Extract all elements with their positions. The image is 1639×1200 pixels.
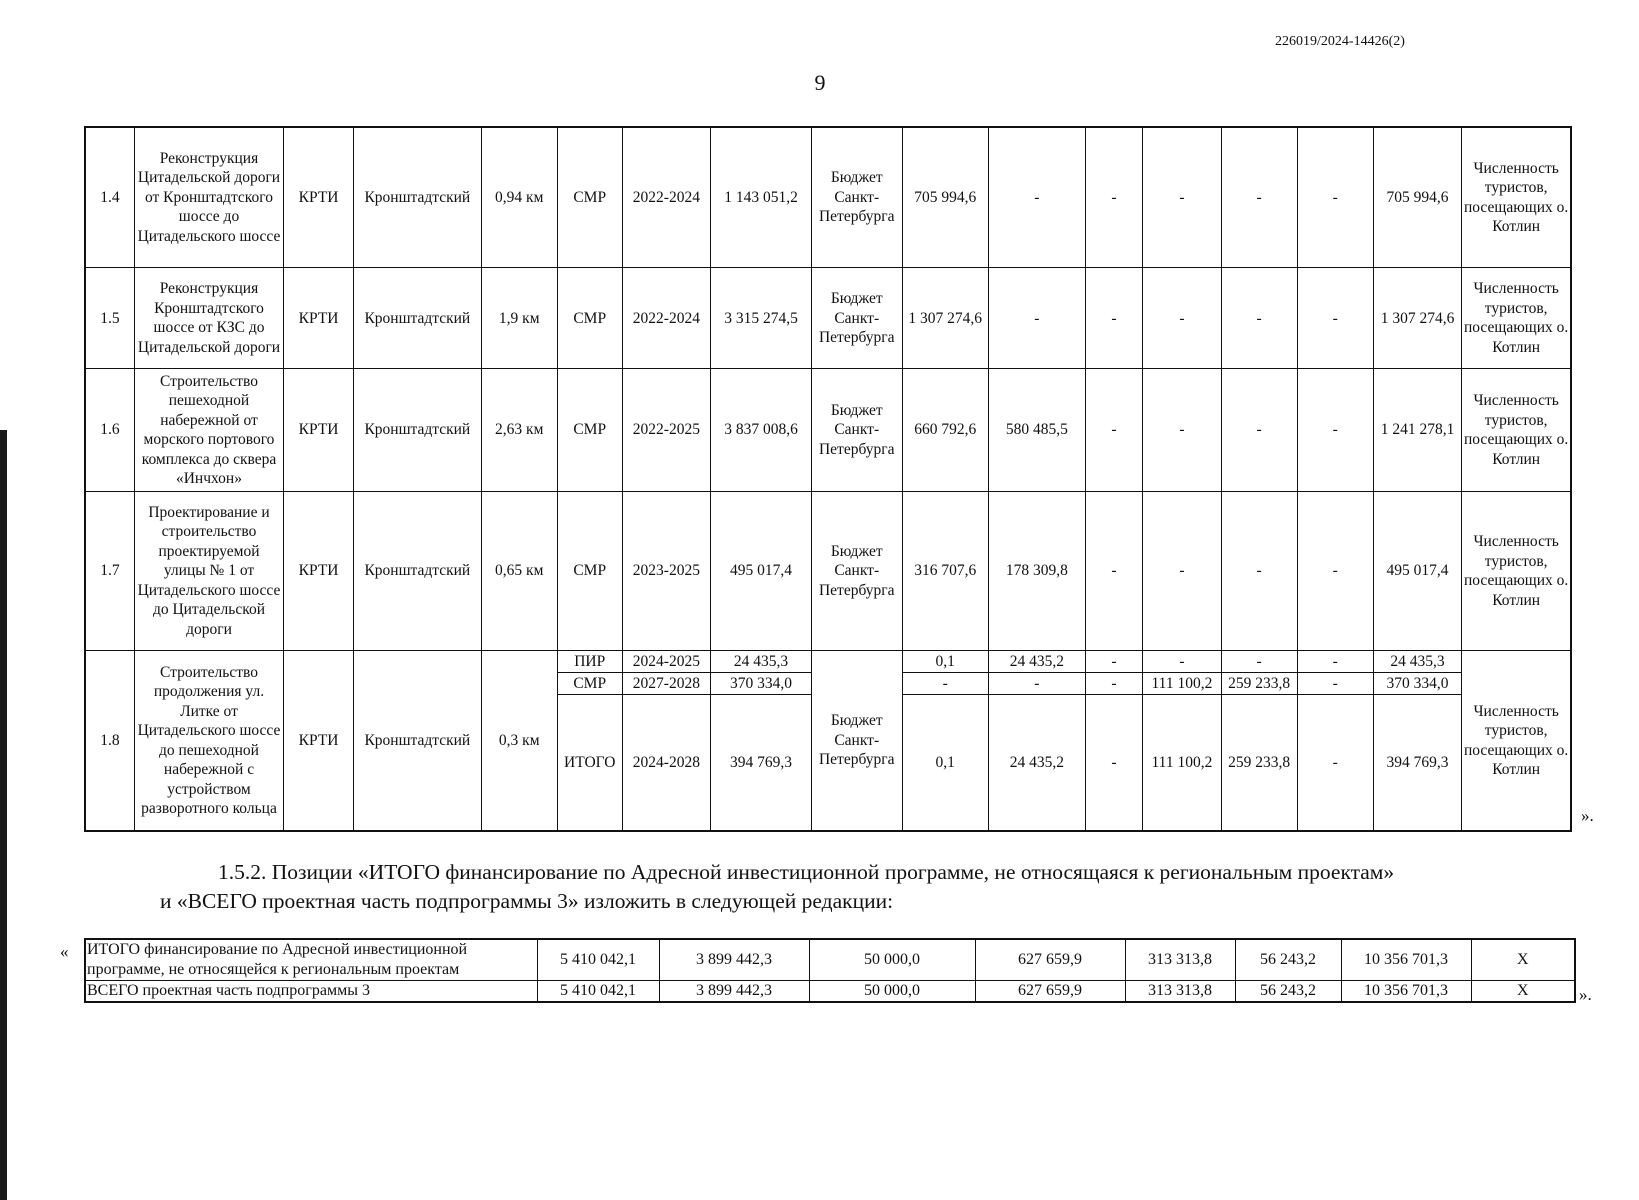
summary-table	[84, 938, 1576, 1003]
year-amount-cell: 705 994,6	[902, 127, 988, 268]
period-cell: 2024-2025	[622, 651, 711, 673]
total-cell: 1 241 278,1	[1373, 369, 1462, 492]
summary-value-cell: 313 313,8	[1125, 981, 1235, 1003]
year-amount-cell: -	[988, 672, 1085, 694]
district-cell: Кронштадтский	[354, 651, 482, 831]
item-number: 1.4	[85, 127, 134, 268]
object-name: Проектирование и строительство проектируемой улицы № 1 от Цитадельского шоссе до Цитадельской дороги	[134, 491, 283, 650]
year-amount-cell: -	[1221, 651, 1297, 673]
year-amount-cell: -	[1143, 127, 1221, 268]
summary-value-cell: 56 243,2	[1235, 939, 1341, 981]
total-cell: 24 435,3	[1373, 651, 1462, 673]
year-amount-cell: -	[1297, 268, 1373, 369]
summary-value-cell: 5 410 042,1	[537, 981, 659, 1003]
district-cell: Кронштадтский	[354, 491, 482, 650]
period-cell: 2027-2028	[622, 672, 711, 694]
object-name: Реконструкция Кронштадтского шоссе от КЗС до Цитадельской дороги	[134, 268, 283, 369]
year-amount-cell: -	[1143, 651, 1221, 673]
year-amount-cell: -	[988, 268, 1085, 369]
indicator-cell: Численность туристов, посещающих о. Котлин	[1462, 651, 1571, 831]
year-amount-cell: 660 792,6	[902, 369, 988, 492]
year-amount-cell: -	[1085, 369, 1143, 492]
year-amount-cell: 0,1	[902, 651, 988, 673]
funding-source-cell: Бюджет Санкт-Петербурга	[811, 268, 902, 369]
funding-source-cell: Бюджет Санкт-Петербурга	[811, 127, 902, 268]
cost-cell: 1 143 051,2	[711, 127, 812, 268]
summary-label: ИТОГО финансирование по Адресной инвестиционной программе, не относящейся к региональным проектам	[85, 939, 537, 981]
year-amount-cell: -	[1221, 268, 1297, 369]
cost-cell: 24 435,3	[711, 651, 812, 673]
funding-source-cell: Бюджет Санкт-Петербурга	[811, 491, 902, 650]
customer-cell: КРТИ	[284, 127, 354, 268]
year-amount-cell: 24 435,2	[988, 651, 1085, 673]
year-amount-cell: -	[1085, 268, 1143, 369]
length-cell: 0,65 км	[481, 491, 557, 650]
summary-value-cell: 313 313,8	[1125, 939, 1235, 981]
year-amount-cell: 259 233,8	[1221, 672, 1297, 694]
amendment-paragraph	[160, 858, 1550, 916]
year-amount-cell: -	[1221, 491, 1297, 650]
year-amount-cell: -	[1221, 127, 1297, 268]
item-number: 1.6	[85, 369, 134, 492]
year-amount-cell: -	[1297, 694, 1373, 831]
table-row	[85, 369, 1571, 492]
summary-value-cell: 3 899 442,3	[659, 981, 809, 1003]
summary-value-cell: Х	[1471, 981, 1575, 1003]
year-amount-cell: -	[1085, 694, 1143, 831]
table-row	[85, 127, 1571, 268]
indicator-cell: Численность туристов, посещающих о. Котлин	[1462, 268, 1571, 369]
year-amount-cell: 316 707,6	[902, 491, 988, 650]
period-cell: 2022-2024	[622, 268, 711, 369]
year-amount-cell: -	[1085, 127, 1143, 268]
customer-cell: КРТИ	[284, 651, 354, 831]
year-amount-cell: 1 307 274,6	[902, 268, 988, 369]
year-amount-cell: -	[1085, 491, 1143, 650]
period-cell: 2022-2024	[622, 127, 711, 268]
year-amount-cell: -	[1297, 651, 1373, 673]
length-cell: 0,3 км	[481, 651, 557, 831]
customer-cell: КРТИ	[284, 491, 354, 650]
year-amount-cell: -	[1143, 491, 1221, 650]
district-cell: Кронштадтский	[354, 127, 482, 268]
year-amount-cell: -	[1297, 369, 1373, 492]
customer-cell: КРТИ	[284, 268, 354, 369]
year-amount-cell: -	[988, 127, 1085, 268]
summary-open-quote: «	[60, 942, 69, 961]
year-amount-cell: -	[1143, 369, 1221, 492]
investment-table	[84, 126, 1572, 832]
year-amount-cell: -	[1085, 672, 1143, 694]
year-amount-cell: -	[1085, 651, 1143, 673]
year-amount-cell: -	[1143, 268, 1221, 369]
total-cell: 394 769,3	[1373, 694, 1462, 831]
document-number: 226019/2024-14426(2)	[1275, 34, 1405, 49]
indicator-cell: Численность туристов, посещающих о. Котлин	[1462, 369, 1571, 492]
item-number: 1.5	[85, 268, 134, 369]
summary-row	[85, 939, 1575, 981]
year-amount-cell: -	[1297, 672, 1373, 694]
period-cell: 2024-2028	[622, 694, 711, 831]
summary-close-quote: ».	[1579, 985, 1592, 1004]
summary-row	[85, 981, 1575, 1003]
length-cell: 2,63 км	[481, 369, 557, 492]
summary-value-cell: 50 000,0	[809, 939, 975, 981]
total-cell: 1 307 274,6	[1373, 268, 1462, 369]
summary-value-cell: 627 659,9	[975, 981, 1125, 1003]
paragraph-line-1: 1.5.2. Позиции «ИТОГО финансирование по Адресной инвестиционной программе, не относящаяся к региональным проектам»	[218, 860, 1395, 884]
period-cell: 2022-2025	[622, 369, 711, 492]
table-row	[85, 268, 1571, 369]
summary-value-cell: 50 000,0	[809, 981, 975, 1003]
summary-value-cell: 56 243,2	[1235, 981, 1341, 1003]
object-name: Строительство пешеходной набережной от морского портового комплекса до сквера «Инчхон»	[134, 369, 283, 492]
stage-cell: СМР	[557, 268, 622, 369]
stage-cell: СМР	[557, 127, 622, 268]
length-cell: 0,94 км	[481, 127, 557, 268]
object-name: Строительство продолжения ул. Литке от Цитадельского шоссе до пешеходной набережной с устройством разворотного кольца	[134, 651, 283, 831]
funding-source-cell: Бюджет Санкт-Петербурга	[811, 651, 902, 831]
summary-value-cell: 10 356 701,3	[1341, 981, 1471, 1003]
stage-cell: ПИР	[557, 651, 622, 673]
year-amount-cell: -	[1297, 491, 1373, 650]
period-cell: 2023-2025	[622, 491, 711, 650]
summary-value-cell: 10 356 701,3	[1341, 939, 1471, 981]
item-number: 1.7	[85, 491, 134, 650]
year-amount-cell: 259 233,8	[1221, 694, 1297, 831]
paragraph-line-2: и «ВСЕГО проектная часть подпрограммы 3» изложить в следующей редакции:	[160, 889, 894, 913]
summary-value-cell: Х	[1471, 939, 1575, 981]
district-cell: Кронштадтский	[354, 268, 482, 369]
object-name: Реконструкция Цитадельской дороги от Кронштадтского шоссе до Цитадельского шоссе	[134, 127, 283, 268]
cost-cell: 495 017,4	[711, 491, 812, 650]
total-cell: 370 334,0	[1373, 672, 1462, 694]
summary-value-cell: 5 410 042,1	[537, 939, 659, 981]
year-amount-cell: 178 309,8	[988, 491, 1085, 650]
table-close-quote: ».	[1581, 806, 1594, 825]
cost-cell: 3 837 008,6	[711, 369, 812, 492]
year-amount-cell: -	[902, 672, 988, 694]
cost-cell: 370 334,0	[711, 672, 812, 694]
stage-cell: СМР	[557, 491, 622, 650]
year-amount-cell: 111 100,2	[1143, 672, 1221, 694]
scan-edge-bar	[0, 430, 7, 1200]
page-number: 9	[814, 70, 826, 95]
year-amount-cell: 0,1	[902, 694, 988, 831]
indicator-cell: Численность туристов, посещающих о. Котлин	[1462, 127, 1571, 268]
year-amount-cell: -	[1297, 127, 1373, 268]
summary-value-cell: 3 899 442,3	[659, 939, 809, 981]
total-cell: 495 017,4	[1373, 491, 1462, 650]
year-amount-cell: 24 435,2	[988, 694, 1085, 831]
summary-value-cell: 627 659,9	[975, 939, 1125, 981]
indicator-cell: Численность туристов, посещающих о. Котлин	[1462, 491, 1571, 650]
district-cell: Кронштадтский	[354, 369, 482, 492]
year-amount-cell: 111 100,2	[1143, 694, 1221, 831]
customer-cell: КРТИ	[284, 369, 354, 492]
total-cell: 705 994,6	[1373, 127, 1462, 268]
summary-label: ВСЕГО проектная часть подпрограммы 3	[85, 981, 537, 1003]
cost-cell: 394 769,3	[711, 694, 812, 831]
stage-cell: СМР	[557, 369, 622, 492]
year-amount-cell: -	[1221, 369, 1297, 492]
table-row	[85, 651, 1571, 673]
length-cell: 1,9 км	[481, 268, 557, 369]
stage-cell: ИТОГО	[557, 694, 622, 831]
cost-cell: 3 315 274,5	[711, 268, 812, 369]
table-row	[85, 491, 1571, 650]
item-number: 1.8	[85, 651, 134, 831]
year-amount-cell: 580 485,5	[988, 369, 1085, 492]
funding-source-cell: Бюджет Санкт-Петербурга	[811, 369, 902, 492]
stage-cell: СМР	[557, 672, 622, 694]
